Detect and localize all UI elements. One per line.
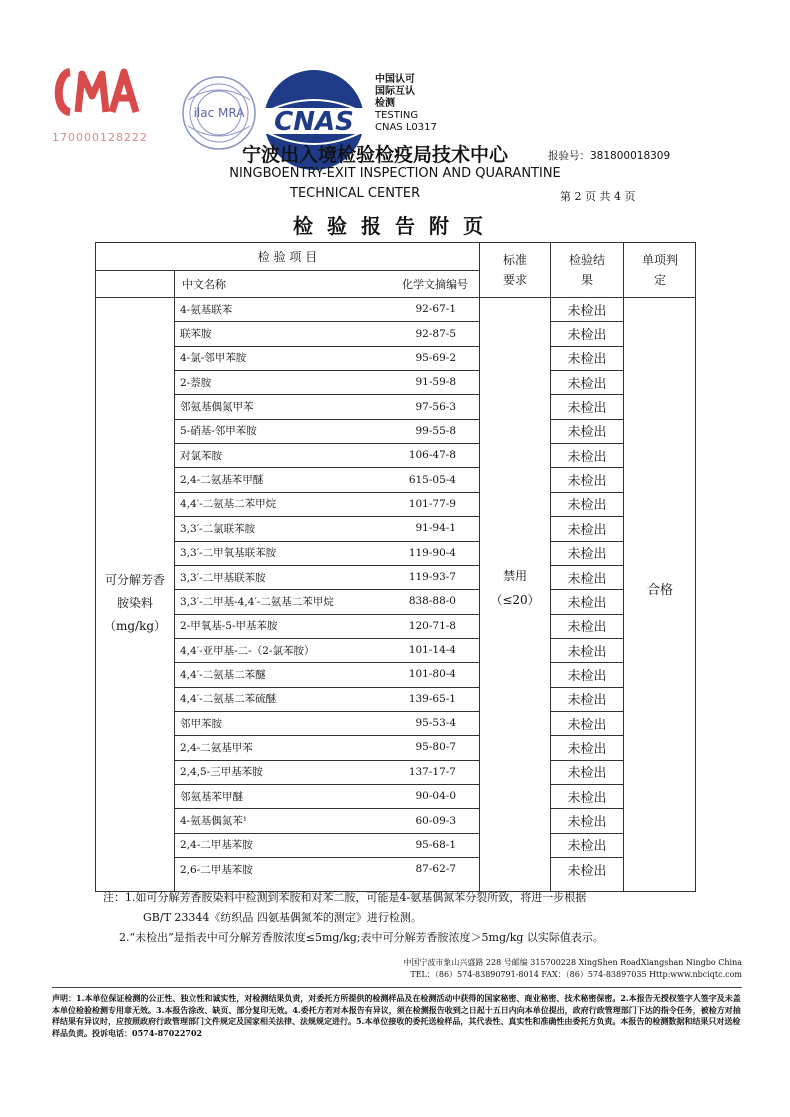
header-standard: 标准要求 bbox=[502, 253, 527, 287]
report-number: 报验号：381800018309 bbox=[548, 150, 671, 162]
analyte-name: 2,4-二甲基苯胺 bbox=[180, 839, 253, 852]
inspection-table bbox=[95, 242, 696, 892]
test-result: 未检出 bbox=[567, 644, 607, 660]
organization-name-en-line2: TECHNICAL CENTER bbox=[290, 186, 421, 201]
organization-name-en-line1: NINGBOENTRY-EXIT INSPECTION AND QUARANTINE bbox=[229, 166, 561, 181]
test-result: 未检出 bbox=[567, 425, 607, 441]
judgement-result: 合格 bbox=[646, 582, 673, 598]
note-line: GB/T 23344《纺织品 四氨基偶氮苯的测定》进行检测。 bbox=[143, 911, 422, 924]
analyte-name: 2,6-二甲基苯胺 bbox=[180, 863, 253, 876]
subheader-chinese-name: 中文名称 bbox=[182, 277, 226, 291]
analyte-name: 4,4′-二氨基二苯甲烷 bbox=[180, 498, 277, 511]
address-line: 中国宁波市象山兴盛路 228 号邮编 315700228 XingShen RoadXiangshan Ningbo China bbox=[403, 958, 742, 967]
contact-line: TEL：（86）574-83890791-8014 FAX：（86）574-83897035 Http:www.nbciqtc.com bbox=[410, 970, 742, 979]
header-judgement: 单项判定 bbox=[642, 253, 679, 287]
analyte-name: 3,3′-二甲基-4,4′-二氨基二苯甲烷 bbox=[180, 595, 334, 608]
analyte-name: 5-硝基-邻甲苯胺 bbox=[180, 425, 257, 438]
cas-number: 106-47-8 bbox=[408, 449, 456, 462]
cas-number: 120-71-8 bbox=[408, 619, 456, 632]
cnas-side-line: 检测 bbox=[375, 98, 395, 109]
test-result: 未检出 bbox=[567, 498, 607, 514]
test-result: 未检出 bbox=[567, 571, 607, 587]
cas-number: 137-17-7 bbox=[408, 765, 456, 778]
cas-number: 101-77-9 bbox=[408, 497, 456, 510]
cas-number: 99-55-8 bbox=[415, 424, 456, 437]
test-result: 未检出 bbox=[567, 401, 607, 417]
analyte-name: 2-甲氧基-5-甲基苯胺 bbox=[180, 620, 278, 633]
test-result: 未检出 bbox=[567, 620, 607, 636]
analyte-name: 4-氯-邻甲苯胺 bbox=[180, 352, 247, 365]
analyte-name: 4,4′-二氨基二苯硫醚 bbox=[180, 693, 277, 706]
cas-number: 95-69-2 bbox=[415, 351, 456, 364]
test-result: 未检出 bbox=[567, 839, 607, 855]
analyte-name: 邻氨基苯甲醚 bbox=[180, 790, 243, 803]
test-result: 未检出 bbox=[567, 815, 607, 831]
analyte-name: 2,4-二氨基甲苯 bbox=[180, 741, 253, 754]
header-inspection-item: 检 验 项 目 bbox=[257, 250, 318, 264]
standard-requirement: 禁用（≤20） bbox=[490, 569, 540, 607]
test-result: 未检出 bbox=[567, 863, 607, 879]
cnas-accreditation-text bbox=[375, 74, 460, 134]
category-label: 可分解芳香胺染料（mg/kg） bbox=[103, 572, 167, 633]
test-result: 未检出 bbox=[567, 766, 607, 782]
cas-number: 101-14-4 bbox=[408, 644, 456, 657]
cas-number: 615-05-4 bbox=[408, 473, 456, 486]
cas-number: 87-62-7 bbox=[415, 863, 456, 876]
cnas-side-line: TESTING bbox=[375, 110, 419, 121]
analyte-name: 2,4-二氨基苯甲醚 bbox=[180, 474, 264, 487]
test-result: 未检出 bbox=[567, 474, 607, 490]
cas-number: 90-04-0 bbox=[415, 790, 456, 803]
footer-address bbox=[380, 957, 742, 981]
cma-code: 170000128222 bbox=[52, 131, 148, 144]
cas-number: 119-93-7 bbox=[408, 571, 456, 584]
test-result: 未检出 bbox=[567, 547, 607, 563]
cnas-side-line: 中国认可 bbox=[375, 74, 415, 85]
analyte-name: 2-萘胺 bbox=[180, 376, 212, 389]
cnas-label: CNAS bbox=[274, 107, 354, 137]
test-result: 未检出 bbox=[567, 790, 607, 806]
subheader-cas-number: 化学文摘编号 bbox=[402, 277, 468, 291]
test-result: 未检出 bbox=[567, 717, 607, 733]
cas-number: 95-53-4 bbox=[415, 717, 456, 730]
cas-number: 119-90-4 bbox=[408, 546, 456, 559]
analyte-name: 邻甲苯胺 bbox=[180, 717, 222, 730]
analyte-name: 3,3′-二甲基联苯胺 bbox=[180, 571, 266, 584]
cas-number: 101-80-4 bbox=[408, 668, 456, 681]
document-title: 检验报告附页 bbox=[293, 214, 497, 238]
cas-number: 60-09-3 bbox=[415, 814, 456, 827]
test-result: 未检出 bbox=[567, 668, 607, 684]
cas-number: 91-59-8 bbox=[415, 376, 456, 389]
cnas-side-line: 国际互认 bbox=[375, 86, 415, 97]
analyte-name: 2,4,5-三甲基苯胺 bbox=[180, 766, 263, 779]
cas-number: 95-80-7 bbox=[415, 741, 456, 754]
analyte-name: 邻氨基偶氮甲苯 bbox=[180, 401, 254, 414]
cma-logo bbox=[52, 64, 152, 120]
analyte-name: 3,3′-二氯联苯胺 bbox=[180, 522, 256, 535]
note-line: 注：1.如可分解芳香胺染料中检测到苯胺和对苯二胺，可能是4-氨基偶氮苯分裂所致，将进一步根据 bbox=[103, 891, 587, 904]
test-result: 未检出 bbox=[567, 741, 607, 757]
test-result: 未检出 bbox=[567, 449, 607, 465]
footer-divider bbox=[52, 987, 742, 988]
cas-number: 139-65-1 bbox=[408, 692, 456, 705]
analyte-name: 4,4′-二氨基二苯醚 bbox=[180, 668, 266, 681]
cas-number: 97-56-3 bbox=[415, 400, 456, 413]
analyte-name: 4-氨基偶氮苯¹ bbox=[180, 815, 247, 828]
analyte-name: 对氯苯胺 bbox=[180, 449, 222, 462]
test-result: 未检出 bbox=[567, 595, 607, 611]
test-result: 未检出 bbox=[567, 303, 607, 319]
disclaimer: 声明：1.本单位保证检测的公正性、独立性和诚实性，对检测结果负责，对委托方所提供的检测样品及在检测活动中获得的国家秘密、商业秘密、技术秘密保密。2.本报告无授权签字人签字及未盖本单位检验检测专用章无效。3.本报告涂改、缺页、部分复印无效。4.委托方若对本报告有异议，须在检测报告收到之日起十五日内向本单位提出，政府行政管理部门下达的指令任务，被检方对抽样结果有异议时，应按照政府行政管理部门文件规定及国家相关法律、法规规定进行。5.本单位接收的委托送检样品，其代表性、真实性和准确性由委托方负责。本报告的检测数据和结果只对送检样品负责。投诉电话：0574-87022702 bbox=[52, 993, 741, 1038]
test-result: 未检出 bbox=[567, 328, 607, 344]
header-result: 检验结果 bbox=[569, 253, 606, 287]
test-result: 未检出 bbox=[567, 376, 607, 392]
cas-number: 838-88-0 bbox=[408, 595, 456, 608]
organization-name-cn: 宁波出入境检验检疫局技术中心 bbox=[242, 144, 509, 166]
analyte-name: 4-氨基联苯 bbox=[180, 303, 233, 316]
cas-number: 92-67-1 bbox=[415, 303, 456, 316]
analyte-name: 联苯胺 bbox=[180, 328, 212, 341]
cas-number: 91-94-1 bbox=[415, 522, 456, 535]
notes bbox=[103, 888, 743, 948]
test-result: 未检出 bbox=[567, 522, 607, 538]
test-result: 未检出 bbox=[567, 693, 607, 709]
cas-number: 95-68-1 bbox=[415, 838, 456, 851]
cas-number: 92-87-5 bbox=[415, 327, 456, 340]
page-indicator: 第 2 页 共 4 页 bbox=[560, 190, 636, 203]
analyte-name: 3,3′-二甲氧基联苯胺 bbox=[180, 547, 277, 560]
cnas-side-line: CNAS L0317 bbox=[375, 122, 437, 133]
analyte-name: 4,4′-亚甲基-二-（2-氯苯胺） bbox=[180, 644, 315, 657]
ilac-label: ilac MRA bbox=[193, 106, 245, 120]
note-line: 2.“未检出”是指表中可分解芳香胺浓度≤5mg/kg;表中可分解芳香胺浓度＞5mg/kg 以实际值表示。 bbox=[119, 931, 604, 944]
test-result: 未检出 bbox=[567, 352, 607, 368]
